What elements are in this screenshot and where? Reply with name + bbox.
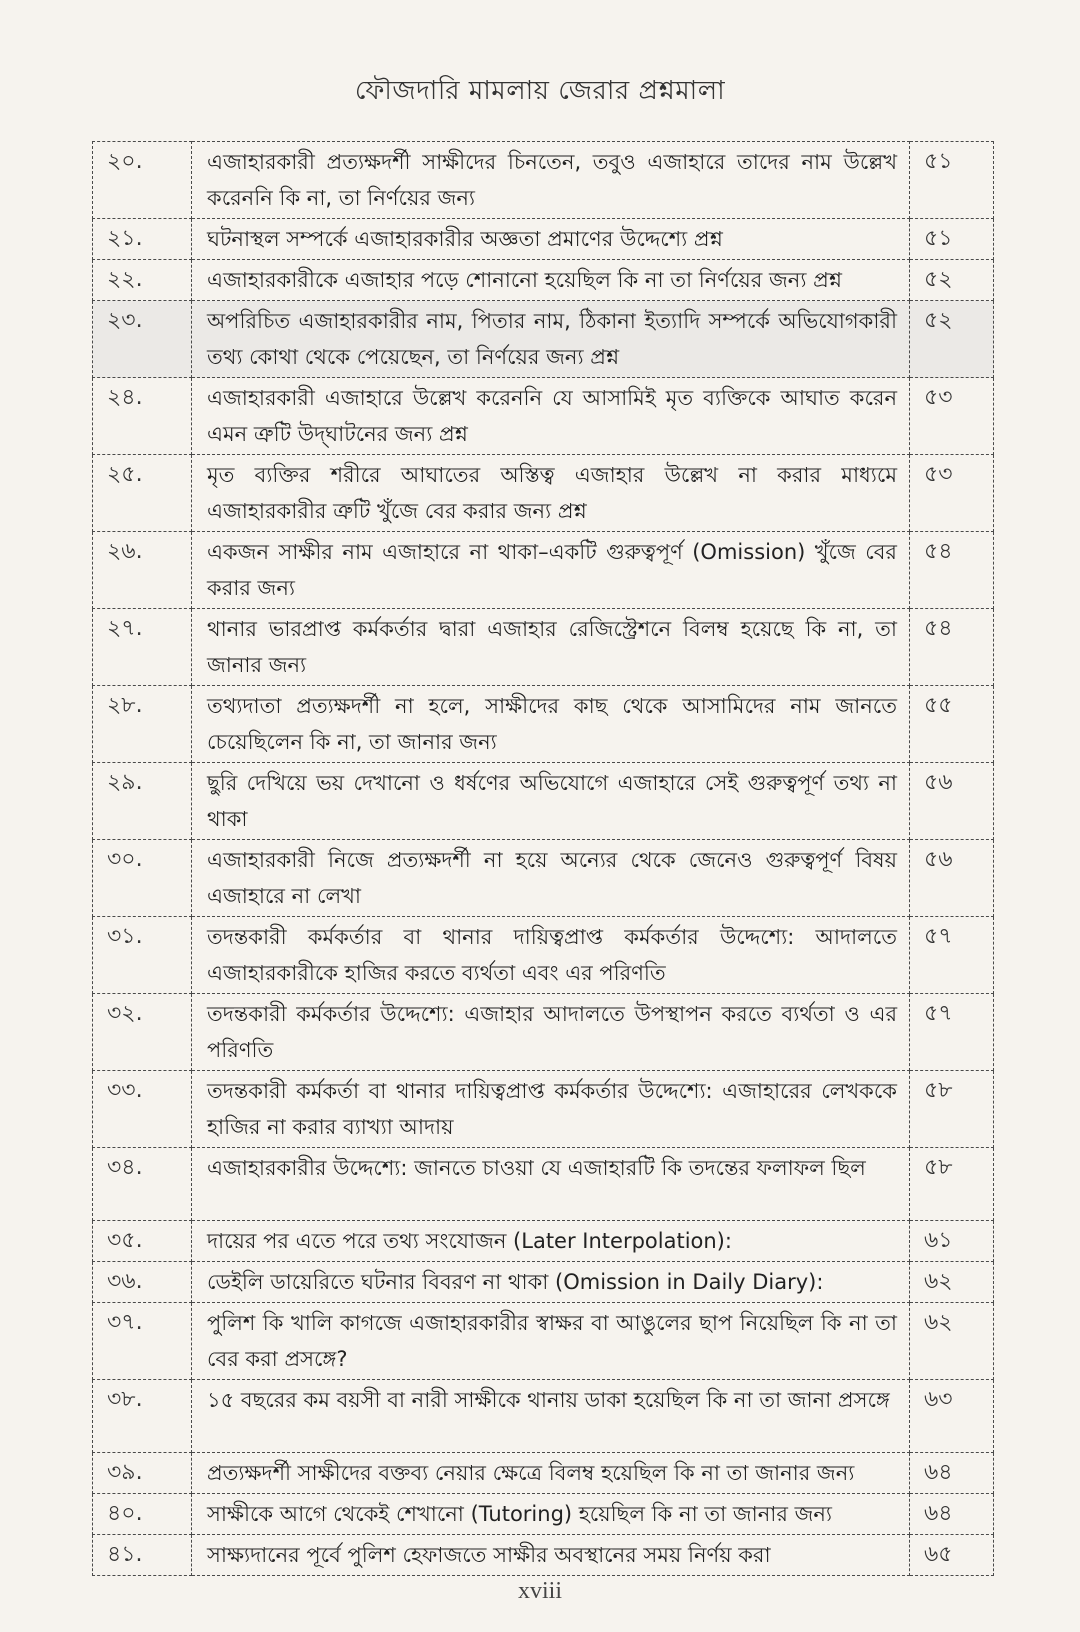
entry-number: ৩১. — [93, 917, 192, 994]
entry-title: সাক্ষ্যদানের পূর্বে পুলিশ হেফাজতে সাক্ষীর অবস্থানের সময় নির্ণয় করা — [192, 1535, 910, 1576]
entry-number: ২৬. — [93, 532, 192, 609]
entry-title: সাক্ষীকে আগে থেকেই শেখানো (Tutoring) হয়েছিল কি না তা জানার জন্য — [192, 1494, 910, 1535]
toc-row — [93, 609, 994, 686]
entry-page: ৬২ — [910, 1303, 994, 1380]
toc-row — [93, 1071, 994, 1148]
entry-page: ৬১ — [910, 1221, 994, 1262]
entry-number: ৩৭. — [93, 1303, 192, 1380]
entry-title: তথ্যদাতা প্রত্যক্ষদর্শী না হলে, সাক্ষীদের কাছ থেকে আসামিদের নাম জানতে চেয়েছিলেন কি না, তা জানার জন্য — [192, 686, 910, 763]
entry-number: ৩৬. — [93, 1262, 192, 1303]
toc-row — [93, 1453, 994, 1494]
entry-title: তদন্তকারী কর্মকর্তা বা থানার দায়িত্বপ্রাপ্ত কর্মকর্তার উদ্দেশ্যে: এজাহারের লেখককে হাজির না করার ব্যাখ্যা আদায় — [192, 1071, 910, 1148]
entry-page: ৫৫ — [910, 686, 994, 763]
entry-title: এজাহারকারী প্রত্যক্ষদর্শী সাক্ষীদের চিনতেন, তবুও এজাহারে তাদের নাম উল্লেখ করেননি কি না, তা নির্ণয়ের জন্য — [192, 142, 910, 219]
entry-page: ৫৬ — [910, 840, 994, 917]
entry-page: ৫৪ — [910, 609, 994, 686]
toc-row — [93, 1303, 994, 1380]
entry-page: ৫৪ — [910, 532, 994, 609]
entry-number: ২১. — [93, 219, 192, 260]
entry-page: ৫৩ — [910, 455, 994, 532]
entry-page: ৬৩ — [910, 1380, 994, 1453]
entry-number: ৩৫. — [93, 1221, 192, 1262]
entry-page: ৫২ — [910, 260, 994, 301]
entry-title: ডেইলি ডায়েরিতে ঘটনার বিবরণ না থাকা (Omission in Daily Diary): — [192, 1262, 910, 1303]
entry-title: এজাহারকারী নিজে প্রত্যক্ষদর্শী না হয়ে অন্যের থেকে জেনেও গুরুত্বপূর্ণ বিষয় এজাহারে না লেখা — [192, 840, 910, 917]
entry-number: ৩৩. — [93, 1071, 192, 1148]
toc-row — [93, 763, 994, 840]
toc-row — [93, 455, 994, 532]
entry-page: ৫৭ — [910, 994, 994, 1071]
toc-row — [93, 219, 994, 260]
toc-row — [93, 1262, 994, 1303]
table-of-contents — [92, 141, 994, 1576]
entry-title: ছুরি দেখিয়ে ভয় দেখানো ও ধর্ষণের অভিযোগে এজাহারে সেই গুরুত্বপূর্ণ তথ্য না থাকা — [192, 763, 910, 840]
entry-number: ৩০. — [93, 840, 192, 917]
entry-page: ৬৪ — [910, 1494, 994, 1535]
entry-number: ২৭. — [93, 609, 192, 686]
toc-row — [93, 378, 994, 455]
entry-page: ৫৮ — [910, 1148, 994, 1221]
toc-row — [93, 301, 994, 378]
entry-title: মৃত ব্যক্তির শরীরে আঘাতের অস্তিত্ব এজাহার উল্লেখ না করার মাধ্যমে এজাহারকারীর ত্রুটি খুঁজে বের করার জন্য প্রশ্ন — [192, 455, 910, 532]
entry-title: তদন্তকারী কর্মকর্তার বা থানার দায়িত্বপ্রাপ্ত কর্মকর্তার উদ্দেশ্যে: আদালতে এজাহারকারীকে হাজির করতে ব্যর্থতা এবং এর পরিণতি — [192, 917, 910, 994]
page-number: xviii — [517, 1578, 562, 1604]
entry-page: ৬৫ — [910, 1535, 994, 1576]
running-header: ফৌজদারি মামলায় জেরার প্রশ্নমালা — [354, 76, 726, 106]
entry-title: এজাহারকারী এজাহারে উল্লেখ করেননি যে আসামিই মৃত ব্যক্তিকে আঘাত করেন এমন ত্রুটি উদ্‌ঘাটনের জন্য প্রশ্ন — [192, 378, 910, 455]
toc-row — [93, 686, 994, 763]
entry-page: ৫১ — [910, 142, 994, 219]
entry-title: এজাহারকারীর উদ্দেশ্যে: জানতে চাওয়া যে এজাহারটি কি তদন্তের ফলাফল ছিল — [192, 1148, 910, 1221]
toc-row — [93, 840, 994, 917]
toc-row — [93, 260, 994, 301]
entry-title: এজাহারকারীকে এজাহার পড়ে শোনানো হয়েছিল কি না তা নির্ণয়ের জন্য প্রশ্ন — [192, 260, 910, 301]
toc-row — [93, 1221, 994, 1262]
toc-row — [93, 142, 994, 219]
entry-number: ৪১. — [93, 1535, 192, 1576]
entry-title: একজন সাক্ষীর নাম এজাহারে না থাকা–একটি গুরুত্বপূর্ণ (Omission) খুঁজে বের করার জন্য — [192, 532, 910, 609]
entry-number: ৩৪. — [93, 1148, 192, 1221]
entry-title: প্রত্যক্ষদর্শী সাক্ষীদের বক্তব্য নেয়ার ক্ষেত্রে বিলম্ব হয়েছিল কি না তা জানার জন্য — [192, 1453, 910, 1494]
entry-number: ৩৯. — [93, 1453, 192, 1494]
entry-number: ২০. — [93, 142, 192, 219]
toc-row — [93, 1494, 994, 1535]
toc-row — [93, 532, 994, 609]
entry-title: দায়ের পর এতে পরে তথ্য সংযোজন (Later Interpolation): — [192, 1221, 910, 1262]
entry-number: ৪০. — [93, 1494, 192, 1535]
entry-page: ৫১ — [910, 219, 994, 260]
entry-page: ৫৭ — [910, 917, 994, 994]
entry-page: ৫৮ — [910, 1071, 994, 1148]
entry-title: ঘটনাস্থল সম্পর্কে এজাহারকারীর অজ্ঞতা প্রমাণের উদ্দেশ্যে প্রশ্ন — [192, 219, 910, 260]
toc-row — [93, 994, 994, 1071]
toc-row — [93, 1148, 994, 1221]
entry-page: ৫২ — [910, 301, 994, 378]
entry-page: ৫৩ — [910, 378, 994, 455]
entry-page: ৫৬ — [910, 763, 994, 840]
entry-title: অপরিচিত এজাহারকারীর নাম, পিতার নাম, ঠিকানা ইত্যাদি সম্পর্কে অভিযোগকারী তথ্য কোথা থেকে পেয়েছেন, তা নির্ণয়ের জন্য প্রশ্ন — [192, 301, 910, 378]
entry-title: থানার ভারপ্রাপ্ত কর্মকর্তার দ্বারা এজাহার রেজিস্ট্রেশনে বিলম্ব হয়েছে কি না, তা জানার জন্য — [192, 609, 910, 686]
entry-title: ১৫ বছরের কম বয়সী বা নারী সাক্ষীকে থানায় ডাকা হয়েছিল কি না তা জানা প্রসঙ্গে — [192, 1380, 910, 1453]
entry-number: ৩৮. — [93, 1380, 192, 1453]
entry-title: তদন্তকারী কর্মকর্তার উদ্দেশ্যে: এজাহার আদালতে উপস্থাপন করতে ব্যর্থতা ও এর পরিণতি — [192, 994, 910, 1071]
entry-number: ৩২. — [93, 994, 192, 1071]
entry-number: ২৪. — [93, 378, 192, 455]
toc-row — [93, 1535, 994, 1576]
entry-page: ৬২ — [910, 1262, 994, 1303]
entry-page: ৬৪ — [910, 1453, 994, 1494]
entry-number: ২৮. — [93, 686, 192, 763]
entry-number: ২৫. — [93, 455, 192, 532]
entry-number: ২৯. — [93, 763, 192, 840]
entry-number: ২৩. — [93, 301, 192, 378]
toc-row — [93, 1380, 994, 1453]
toc-row — [93, 917, 994, 994]
entry-title: পুলিশ কি খালি কাগজে এজাহারকারীর স্বাক্ষর বা আঙুলের ছাপ নিয়েছিল কি না তা বের করা প্রসঙ্গে? — [192, 1303, 910, 1380]
entry-number: ২২. — [93, 260, 192, 301]
